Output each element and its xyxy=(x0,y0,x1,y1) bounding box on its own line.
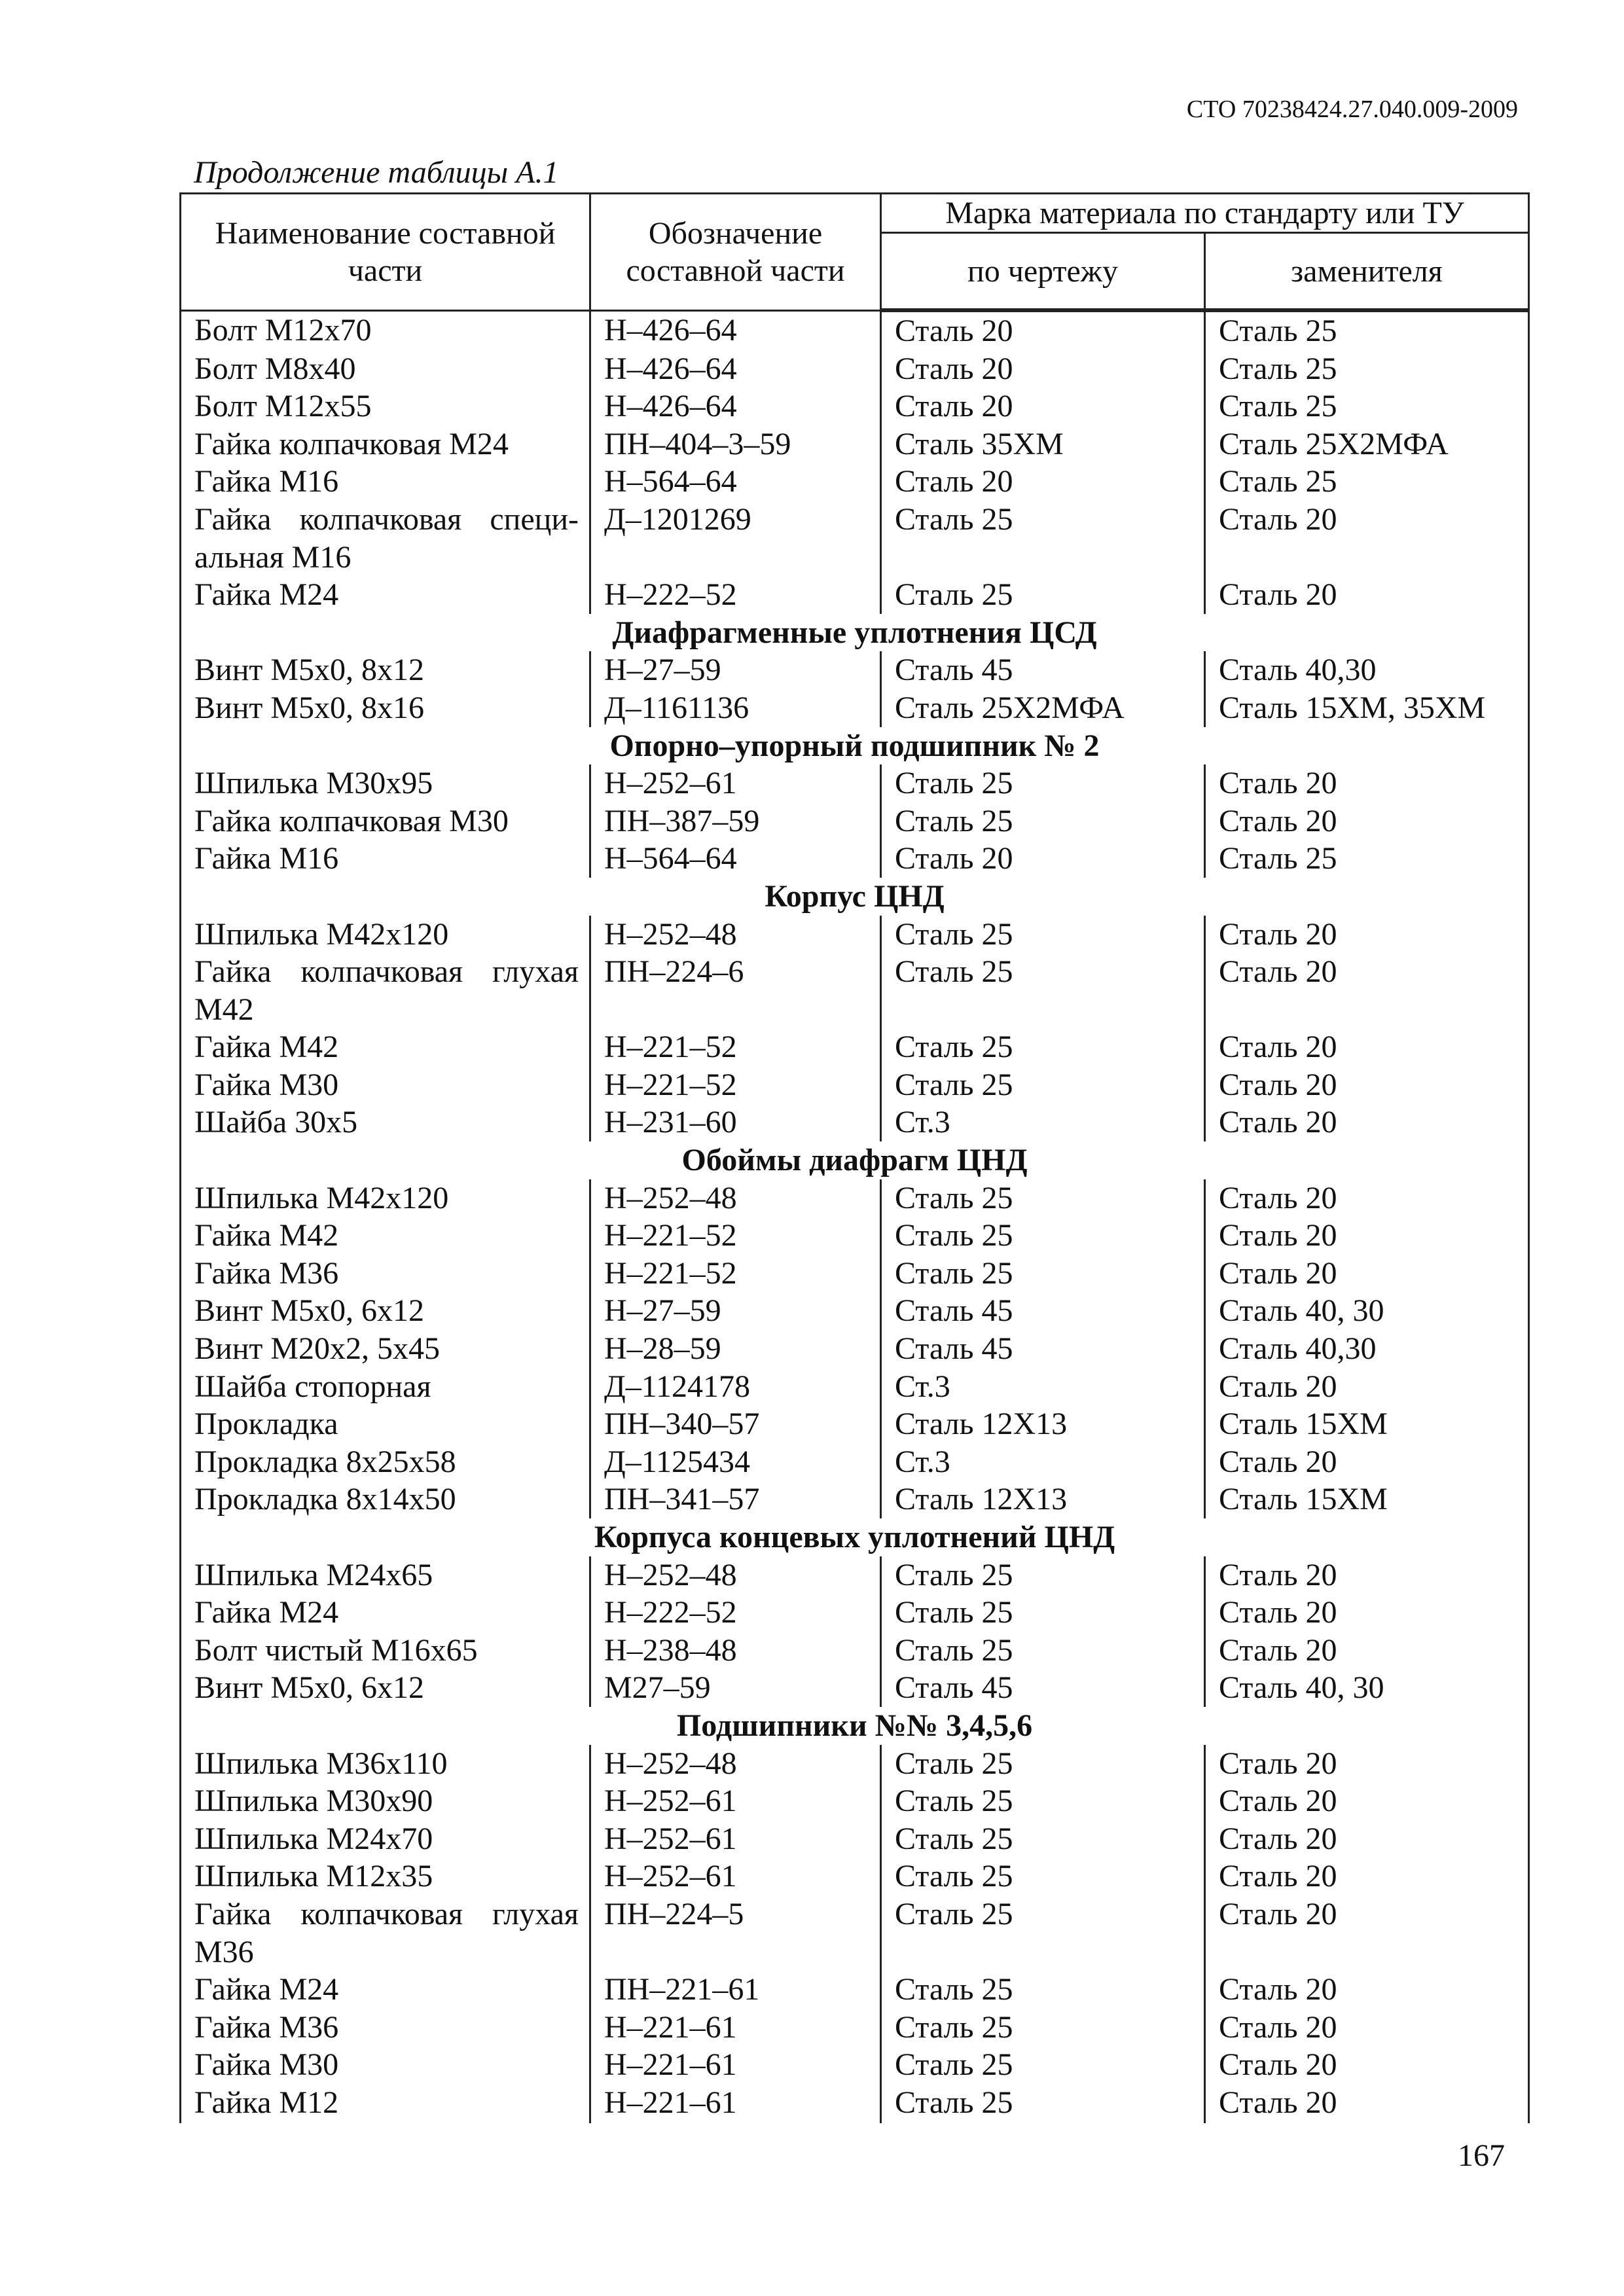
cell-substitute: Сталь 40, 30 xyxy=(1205,1669,1529,1707)
cell-designation: ПН–387–59 xyxy=(590,802,881,840)
cell-designation: Н–564–64 xyxy=(590,840,881,878)
table-row xyxy=(181,1405,1529,1443)
table-row xyxy=(181,1217,1529,1255)
cell-material: Сталь 25 xyxy=(881,1971,1205,2009)
cell-designation: Н–221–52 xyxy=(590,1066,881,1104)
cell-designation: Д–1161136 xyxy=(590,689,881,727)
cell-material: Сталь 25 xyxy=(881,1594,1205,1632)
cell-name: Гайка колпачковая глухая М42 xyxy=(181,953,590,1028)
cell-designation: Н–252–61 xyxy=(590,1782,881,1820)
table-row xyxy=(181,387,1529,425)
cell-name: Гайка М30 xyxy=(181,2046,590,2084)
cell-material: Сталь 45 xyxy=(881,1292,1205,1330)
cell-substitute: Сталь 20 xyxy=(1205,1745,1529,1783)
cell-designation: Н–27–59 xyxy=(590,1292,881,1330)
cell-material: Сталь 35ХМ xyxy=(881,425,1205,463)
table-row xyxy=(181,1971,1529,2009)
table-row xyxy=(181,1480,1529,1518)
cell-designation: ПН–404–3–59 xyxy=(590,425,881,463)
cell-substitute: Сталь 25 xyxy=(1205,310,1529,350)
cell-material: Сталь 25 xyxy=(881,764,1205,802)
cell-designation: ПН–224–5 xyxy=(590,1895,881,1971)
table-row xyxy=(181,350,1529,388)
cell-substitute: Сталь 40, 30 xyxy=(1205,1292,1529,1330)
cell-substitute: Сталь 20 xyxy=(1205,802,1529,840)
header-by-drawing: по чертежу xyxy=(881,233,1205,311)
cell-substitute: Сталь 20 xyxy=(1205,1857,1529,1895)
cell-material: Сталь 25 xyxy=(881,2009,1205,2047)
section-row xyxy=(181,1707,1529,1745)
cell-material: Сталь 25 xyxy=(881,916,1205,954)
cell-name: Прокладка 8х14х50 xyxy=(181,1480,590,1518)
cell-designation: Д–1201269 xyxy=(590,501,881,576)
cell-material: Сталь 20 xyxy=(881,840,1205,878)
table-row xyxy=(181,2046,1529,2084)
cell-substitute: Сталь 25Х2МФА xyxy=(1205,425,1529,463)
table-row xyxy=(181,802,1529,840)
cell-substitute: Сталь 15ХМ, 35ХМ xyxy=(1205,689,1529,727)
table-row xyxy=(181,501,1529,576)
cell-material: Сталь 12Х13 xyxy=(881,1480,1205,1518)
cell-name: Гайка М36 xyxy=(181,1255,590,1293)
cell-substitute: Сталь 20 xyxy=(1205,916,1529,954)
cell-name: Болт М12х70 xyxy=(181,310,590,350)
table-row xyxy=(181,576,1529,614)
cell-substitute: Сталь 20 xyxy=(1205,1028,1529,1066)
header-material-group: Марка материала по стандарту или ТУ xyxy=(881,194,1529,233)
table-row xyxy=(181,916,1529,954)
table-row xyxy=(181,1782,1529,1820)
cell-designation: Н–252–48 xyxy=(590,1556,881,1594)
cell-name: Гайка М42 xyxy=(181,1217,590,1255)
cell-name: Шпилька М24х65 xyxy=(181,1556,590,1594)
table-row xyxy=(181,764,1529,802)
table-row xyxy=(181,1669,1529,1707)
section-row xyxy=(181,727,1529,765)
section-title: Подшипники №№ 3,4,5,6 xyxy=(181,1707,1529,1745)
table-row xyxy=(181,953,1529,1028)
cell-substitute: Сталь 25 xyxy=(1205,840,1529,878)
cell-name: Гайка М30 xyxy=(181,1066,590,1104)
cell-name: Гайка М24 xyxy=(181,1594,590,1632)
cell-name: Гайка М42 xyxy=(181,1028,590,1066)
cell-substitute: Сталь 20 xyxy=(1205,1368,1529,1406)
cell-substitute: Сталь 20 xyxy=(1205,953,1529,1028)
cell-name: Шпилька М42х120 xyxy=(181,916,590,954)
cell-designation: Н–252–61 xyxy=(590,764,881,802)
cell-material: Сталь 25 xyxy=(881,1556,1205,1594)
cell-designation: Н–426–64 xyxy=(590,350,881,388)
cell-name: Винт М5х0, 6х12 xyxy=(181,1669,590,1707)
table-row xyxy=(181,1895,1529,1971)
table-row xyxy=(181,2009,1529,2047)
cell-designation: Д–1124178 xyxy=(590,1368,881,1406)
cell-material: Сталь 25 xyxy=(881,1632,1205,1670)
cell-material: Сталь 25 xyxy=(881,1255,1205,1293)
cell-designation: ПН–341–57 xyxy=(590,1480,881,1518)
cell-material: Сталь 25 xyxy=(881,1179,1205,1217)
cell-designation: Д–1125434 xyxy=(590,1443,881,1481)
cell-designation: Н–252–61 xyxy=(590,1857,881,1895)
cell-substitute: Сталь 20 xyxy=(1205,1594,1529,1632)
section-title: Корпуса концевых уплотнений ЦНД xyxy=(181,1518,1529,1556)
table-row xyxy=(181,1028,1529,1066)
cell-name: Винт М5х0, 8х16 xyxy=(181,689,590,727)
table-header xyxy=(181,194,1529,311)
cell-substitute: Сталь 20 xyxy=(1205,1066,1529,1104)
cell-name: Болт чистый М16х65 xyxy=(181,1632,590,1670)
document-code: СТО 70238424.27.040.009-2009 xyxy=(1186,96,1518,123)
table-row xyxy=(181,1330,1529,1368)
cell-substitute: Сталь 20 xyxy=(1205,1443,1529,1481)
cell-name: Гайка колпачковая М24 xyxy=(181,425,590,463)
cell-designation: Н–564–64 xyxy=(590,463,881,501)
cell-designation: Н–231–60 xyxy=(590,1103,881,1141)
cell-name: Винт М20х2, 5х45 xyxy=(181,1330,590,1368)
cell-name: Болт М8х40 xyxy=(181,350,590,388)
cell-substitute: Сталь 20 xyxy=(1205,1820,1529,1858)
cell-substitute: Сталь 20 xyxy=(1205,764,1529,802)
materials-table xyxy=(179,192,1530,2123)
cell-designation: Н–221–61 xyxy=(590,2084,881,2123)
cell-designation: ПН–224–6 xyxy=(590,953,881,1028)
table-row xyxy=(181,425,1529,463)
cell-name: Винт М5х0, 8х12 xyxy=(181,651,590,689)
cell-name: Гайка колпачковая специ-альная М16 xyxy=(181,501,590,576)
table-row xyxy=(181,1103,1529,1141)
cell-substitute: Сталь 25 xyxy=(1205,387,1529,425)
cell-designation: Н–238–48 xyxy=(590,1632,881,1670)
cell-designation: Н–252–48 xyxy=(590,916,881,954)
cell-name: Гайка М24 xyxy=(181,1971,590,2009)
cell-name: Шпилька М30х95 xyxy=(181,764,590,802)
page-number: 167 xyxy=(1458,2138,1505,2173)
table-row xyxy=(181,1368,1529,1406)
cell-material: Сталь 20 xyxy=(881,463,1205,501)
section-row xyxy=(181,614,1529,652)
cell-substitute: Сталь 20 xyxy=(1205,1632,1529,1670)
cell-substitute: Сталь 15ХМ xyxy=(1205,1480,1529,1518)
cell-material: Сталь 45 xyxy=(881,1330,1205,1368)
table-row xyxy=(181,2084,1529,2123)
cell-material: Ст.3 xyxy=(881,1368,1205,1406)
cell-designation: Н–222–52 xyxy=(590,576,881,614)
table-caption: Продолжение таблицы А.1 xyxy=(194,155,559,190)
cell-name: Шпилька М12х35 xyxy=(181,1857,590,1895)
cell-name: Винт М5х0, 6х12 xyxy=(181,1292,590,1330)
cell-substitute: Сталь 20 xyxy=(1205,1217,1529,1255)
cell-material: Ст.3 xyxy=(881,1103,1205,1141)
cell-substitute: Сталь 25 xyxy=(1205,463,1529,501)
cell-designation: Н–426–64 xyxy=(590,310,881,350)
cell-material: Сталь 25 xyxy=(881,1857,1205,1895)
cell-material: Сталь 25 xyxy=(881,1895,1205,1971)
cell-designation: Н–426–64 xyxy=(590,387,881,425)
cell-material: Сталь 25 xyxy=(881,1745,1205,1783)
table-row xyxy=(181,1594,1529,1632)
table-row xyxy=(181,310,1529,350)
cell-material: Сталь 25 xyxy=(881,953,1205,1028)
cell-material: Сталь 45 xyxy=(881,651,1205,689)
cell-name: Шпилька М42х120 xyxy=(181,1179,590,1217)
cell-designation: ПН–221–61 xyxy=(590,1971,881,2009)
cell-substitute: Сталь 20 xyxy=(1205,1179,1529,1217)
cell-substitute: Сталь 20 xyxy=(1205,1103,1529,1141)
cell-material: Сталь 45 xyxy=(881,1669,1205,1707)
cell-designation: Н–222–52 xyxy=(590,1594,881,1632)
cell-substitute: Сталь 40,30 xyxy=(1205,651,1529,689)
table-row xyxy=(181,1292,1529,1330)
table-row xyxy=(181,1632,1529,1670)
cell-name: Шпилька М30х90 xyxy=(181,1782,590,1820)
section-row xyxy=(181,1141,1529,1179)
table-row xyxy=(181,1820,1529,1858)
cell-substitute: Сталь 20 xyxy=(1205,1556,1529,1594)
cell-material: Сталь 20 xyxy=(881,310,1205,350)
cell-name: Шпилька М24х70 xyxy=(181,1820,590,1858)
table-row xyxy=(181,1443,1529,1481)
cell-material: Сталь 25 xyxy=(881,2046,1205,2084)
cell-name: Гайка колпачковая М30 xyxy=(181,802,590,840)
table-row xyxy=(181,463,1529,501)
header-designation: Обозначение составной части xyxy=(590,194,881,311)
cell-designation: М27–59 xyxy=(590,1669,881,1707)
cell-name: Шайба 30х5 xyxy=(181,1103,590,1141)
cell-substitute: Сталь 20 xyxy=(1205,2009,1529,2047)
cell-substitute: Сталь 25 xyxy=(1205,350,1529,388)
table-row xyxy=(181,651,1529,689)
cell-designation: Н–252–48 xyxy=(590,1179,881,1217)
cell-designation: Н–252–48 xyxy=(590,1745,881,1783)
cell-name: Шайба стопорная xyxy=(181,1368,590,1406)
cell-substitute: Сталь 20 xyxy=(1205,576,1529,614)
table-row xyxy=(181,1857,1529,1895)
cell-material: Сталь 12Х13 xyxy=(881,1405,1205,1443)
header-name: Наименование составной части xyxy=(181,194,590,311)
table-row xyxy=(181,1179,1529,1217)
cell-material: Сталь 20 xyxy=(881,350,1205,388)
cell-material: Ст.3 xyxy=(881,1443,1205,1481)
cell-name: Болт М12х55 xyxy=(181,387,590,425)
header-substitute: заменителя xyxy=(1205,233,1529,311)
cell-name: Гайка М24 xyxy=(181,576,590,614)
cell-material: Сталь 25 xyxy=(881,576,1205,614)
cell-material: Сталь 25 xyxy=(881,1217,1205,1255)
cell-substitute: Сталь 20 xyxy=(1205,1255,1529,1293)
cell-designation: Н–221–52 xyxy=(590,1255,881,1293)
cell-material: Сталь 25 xyxy=(881,802,1205,840)
cell-designation: Н–221–61 xyxy=(590,2046,881,2084)
cell-material: Сталь 20 xyxy=(881,387,1205,425)
table-row xyxy=(181,689,1529,727)
section-title: Обоймы диафрагм ЦНД xyxy=(181,1141,1529,1179)
cell-material: Сталь 25Х2МФА xyxy=(881,689,1205,727)
cell-substitute: Сталь 20 xyxy=(1205,501,1529,576)
cell-designation: Н–252–61 xyxy=(590,1820,881,1858)
cell-name: Прокладка xyxy=(181,1405,590,1443)
cell-designation: Н–28–59 xyxy=(590,1330,881,1368)
cell-material: Сталь 25 xyxy=(881,1820,1205,1858)
cell-designation: Н–221–61 xyxy=(590,2009,881,2047)
cell-name: Шпилька М36х110 xyxy=(181,1745,590,1783)
table-body xyxy=(181,310,1529,2123)
cell-substitute: Сталь 40,30 xyxy=(1205,1330,1529,1368)
cell-name: Гайка М36 xyxy=(181,2009,590,2047)
cell-designation: Н–221–52 xyxy=(590,1028,881,1066)
cell-designation: Н–27–59 xyxy=(590,651,881,689)
cell-name: Гайка М16 xyxy=(181,463,590,501)
table-row xyxy=(181,1255,1529,1293)
cell-substitute: Сталь 20 xyxy=(1205,1782,1529,1820)
section-row xyxy=(181,1518,1529,1556)
cell-name: Гайка колпачковая глухая М36 xyxy=(181,1895,590,1971)
cell-substitute: Сталь 20 xyxy=(1205,2084,1529,2123)
cell-substitute: Сталь 20 xyxy=(1205,2046,1529,2084)
section-title: Опорно–упорный подшипник № 2 xyxy=(181,727,1529,765)
cell-name: Гайка М12 xyxy=(181,2084,590,2123)
cell-material: Сталь 25 xyxy=(881,2084,1205,2123)
section-row xyxy=(181,878,1529,916)
section-title: Диафрагменные уплотнения ЦСД xyxy=(181,614,1529,652)
cell-material: Сталь 25 xyxy=(881,1066,1205,1104)
table-row xyxy=(181,1556,1529,1594)
cell-material: Сталь 25 xyxy=(881,1028,1205,1066)
cell-name: Прокладка 8х25х58 xyxy=(181,1443,590,1481)
cell-designation: Н–221–52 xyxy=(590,1217,881,1255)
section-title: Корпус ЦНД xyxy=(181,878,1529,916)
cell-material: Сталь 25 xyxy=(881,501,1205,576)
cell-name: Гайка М16 xyxy=(181,840,590,878)
cell-substitute: Сталь 20 xyxy=(1205,1971,1529,2009)
table-row xyxy=(181,1745,1529,1783)
cell-substitute: Сталь 20 xyxy=(1205,1895,1529,1971)
table-row xyxy=(181,840,1529,878)
cell-substitute: Сталь 15ХМ xyxy=(1205,1405,1529,1443)
cell-material: Сталь 25 xyxy=(881,1782,1205,1820)
table-row xyxy=(181,1066,1529,1104)
cell-designation: ПН–340–57 xyxy=(590,1405,881,1443)
